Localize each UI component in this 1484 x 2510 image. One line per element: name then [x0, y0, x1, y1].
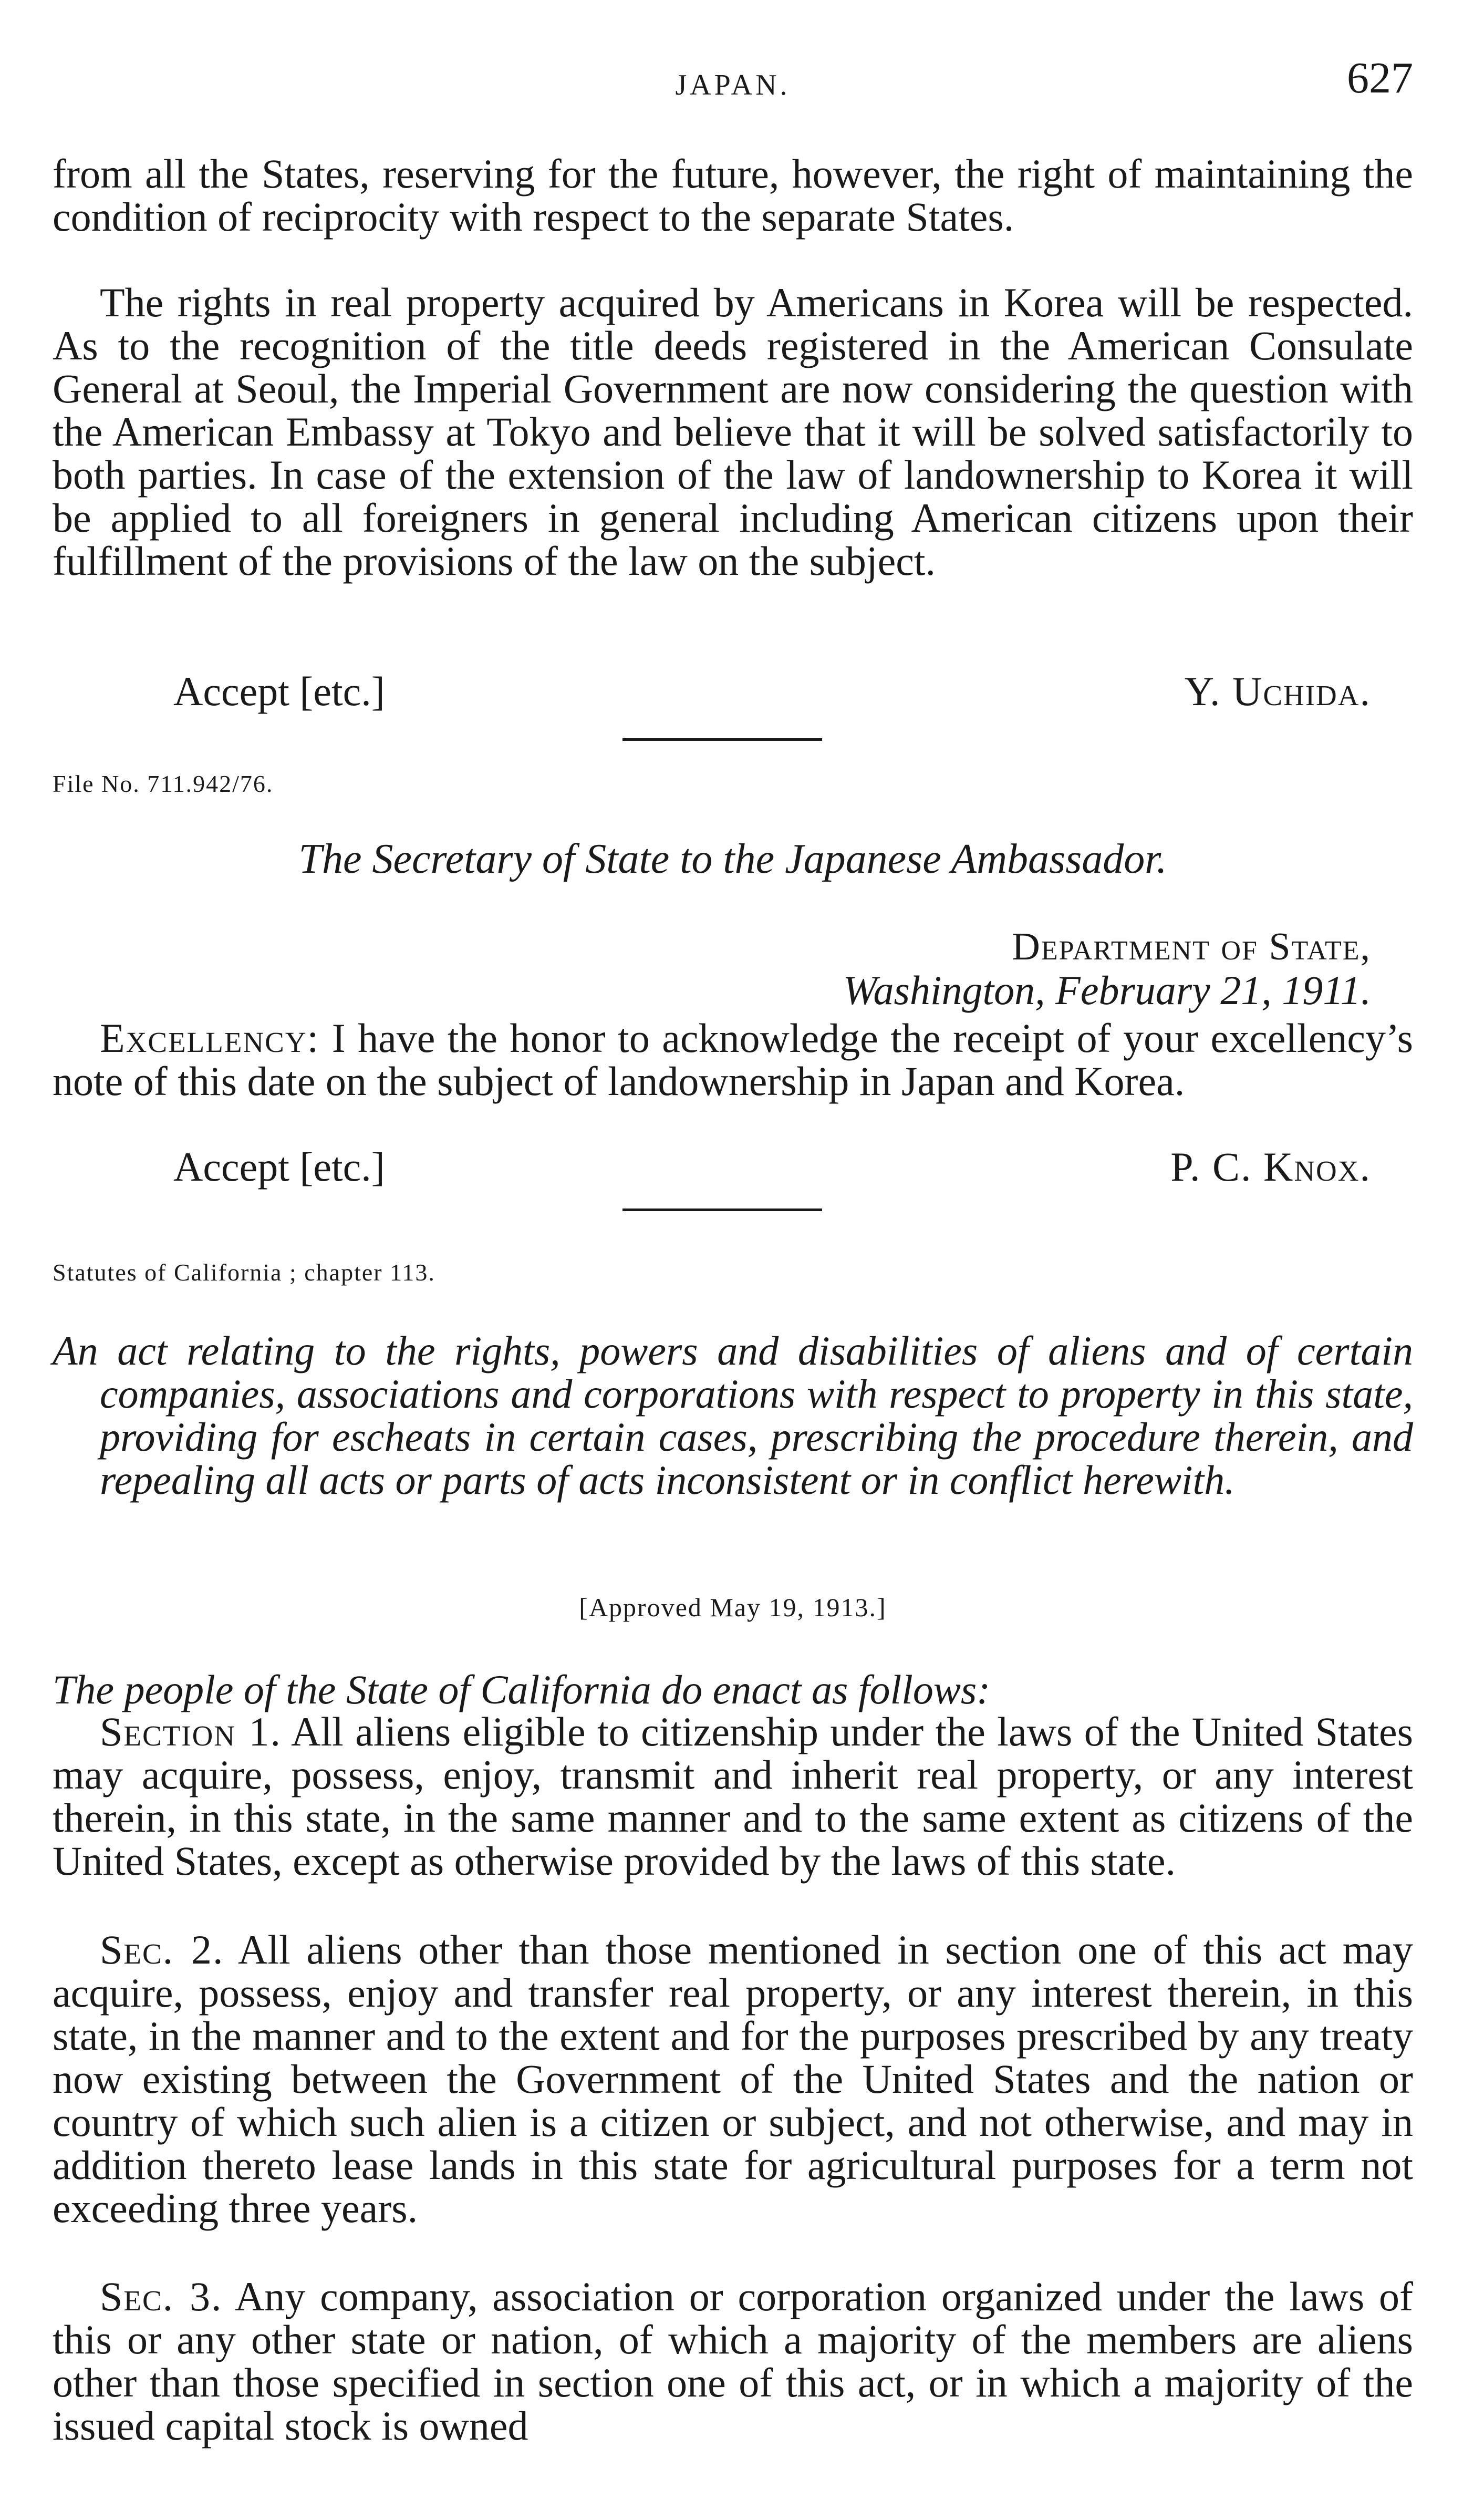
letter1-paragraph-2: The rights in real property acquired by Americans in Korea will be respected. As to the recognition of the title deeds registered in the American Consulate General at Seoul, the Imperial Government are now considering the question with the American Embassy at Tokyo and believe that it will be solved satisfactorily to both parties. In case of the extension of the law of landownership to Korea it will be applied to all foreigners in general including American citizens upon their fulfillment of the provisions of the law on the subject. — [53, 280, 1413, 584]
letter2-department: Department of State, — [1012, 925, 1371, 968]
letter2-body — [53, 1017, 1413, 1103]
file-number: File No. 711.942/76. — [53, 770, 274, 797]
document-page — [53, 0, 1413, 2510]
statute-approved-date: [Approved May 19, 1913.] — [579, 1593, 887, 1622]
statute-title: An act relating to the rights, powers and disabilities of aliens and of certain companies, associations and corporations with respect to property in this state, providing for escheats in certain cases, prescribing the procedure therein, and repealing all acts or parts of acts inconsistent or in conflict herewith. — [53, 1328, 1413, 1503]
letter2-signature: P. C. Knox. — [1170, 1144, 1371, 1190]
letter1-closing: Accept [etc.] — [173, 668, 385, 714]
letter1-closing-row — [53, 670, 1413, 713]
letter2-salutation: Excellency: — [100, 1015, 320, 1061]
running-head: JAPAN. — [675, 69, 791, 101]
section-divider-1 — [622, 738, 822, 741]
page-header — [53, 53, 1413, 116]
letter1-paragraph-1: from all the States, reserving for the future, however, the right of maintaining the condition of reciprocity with respect to the separate States. — [53, 151, 1413, 240]
page-number: 627 — [1347, 54, 1413, 102]
section-1 — [53, 1710, 1413, 1883]
letter2-body-text: I have the honor to acknowledge the receipt of your excellency’s note of this date on the subject of landownership in Japan and Korea. — [53, 1015, 1413, 1104]
section-1-text: All aliens eligible to citizenship under the laws of the United States may acquire, possess, enjoy, transmit and inherit real property, or any interest therein, in this state, in the same manner and to the same extent as citizens of the United States, except as otherwise provided by the laws of this state. — [53, 1709, 1413, 1884]
letter2-heading: The Secretary of State to the Japanese Ambassador. — [298, 836, 1167, 882]
section-3-text: Any company, association or corporation organized under the laws of this or any other state or nation, of which a majority of the members are aliens other than those specified in section one of this act, or in which a majority of the issued capital stock is owned — [53, 2274, 1413, 2449]
section-2-label: Sec. 2. — [100, 1927, 224, 1972]
letter2-place-date: Washington, February 21, 1911. — [843, 967, 1371, 1013]
section-3-label: Sec. 3. — [100, 2274, 223, 2319]
section-divider-2 — [622, 1208, 822, 1211]
section-2 — [53, 1928, 1413, 2230]
letter2-closing-row — [53, 1145, 1413, 1189]
section-1-label: Section 1. — [100, 1709, 282, 1754]
statute-source: Statutes of California ; chapter 113. — [53, 1259, 435, 1286]
letter2-closing: Accept [etc.] — [173, 1144, 385, 1190]
enacting-clause: The people of the State of California do enact as follows: — [53, 1667, 991, 1712]
section-2-text: All aliens other than those mentioned in section one of this act may acquire, possess, enjoy and transfer real property, or any interest therein, in this state, in the manner and to the extent and for the purposes prescribed by any treaty now existing between the Government of the United States and the nation or country of which such alien is a citizen or subject, and not otherwise, and may in addition thereto lease lands in this state for agricultural purposes for a term not exceeding three years. — [53, 1927, 1413, 2231]
letter1-signature: Y. Uchida. — [1184, 668, 1371, 714]
section-3 — [53, 2275, 1413, 2447]
